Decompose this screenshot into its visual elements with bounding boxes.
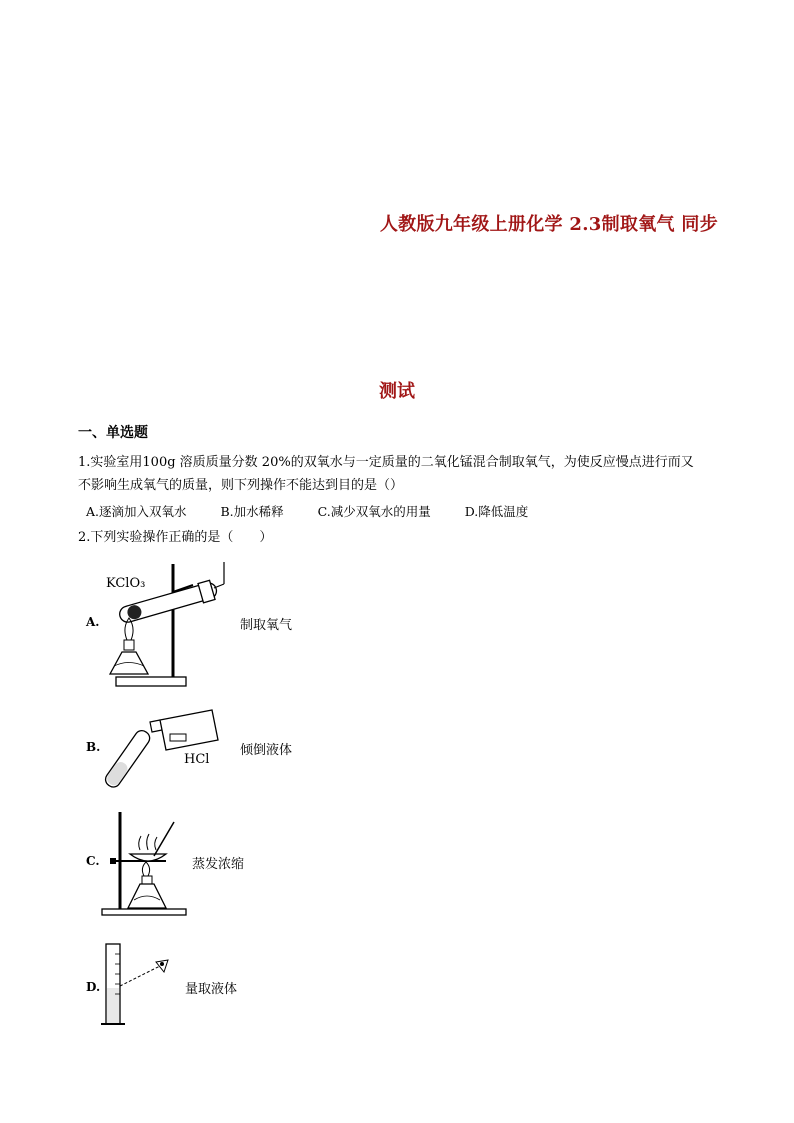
document-subtitle: 测试 — [379, 381, 415, 402]
evaporation-figure — [100, 810, 200, 918]
kclo3-label: KClO₃ — [106, 576, 146, 591]
section-heading: 一、单选题 — [78, 425, 148, 441]
q2-option-c-label: C. — [86, 854, 100, 868]
q1-option-b: B.加水稀释 — [220, 504, 284, 519]
q2-option-a-caption: 制取氧气 — [240, 618, 293, 633]
heating-test-tube-figure — [100, 556, 230, 691]
q2-option-b-caption: 倾倒液体 — [240, 743, 293, 758]
q1-option-d: D.降低温度 — [464, 504, 529, 519]
q2-option-d-label: D. — [86, 980, 101, 994]
q2-option-b-label: B. — [86, 740, 101, 754]
q1-option-a: A.逐滴加入双氧水 — [86, 504, 187, 519]
question-1-options — [86, 502, 558, 520]
graduated-cylinder-figure — [98, 940, 178, 1030]
question-2-stem: 2.下列实验操作正确的是（ ） — [78, 530, 273, 545]
q2-option-c-caption: 蒸发浓缩 — [192, 857, 245, 872]
hcl-label: HCl — [184, 752, 210, 767]
question-1-line-2: 不影响生成氧气的质量，则下列操作不能达到目的是（） — [78, 478, 404, 493]
question-1-line-1: 1.实验室用100g 溶质质量分数 20%的双氧水与一定质量的二氧化锰混合制取氧气，为使反应慢点进行而又 — [78, 455, 694, 470]
q2-option-a-label: A. — [86, 615, 100, 629]
pouring-liquid-figure — [100, 706, 230, 788]
q1-option-c: C.减少双氧水的用量 — [317, 504, 431, 519]
q2-option-d-caption: 量取液体 — [185, 982, 238, 997]
document-title: 人教版九年级上册化学 2.3制取氧气 同步 — [379, 214, 718, 235]
